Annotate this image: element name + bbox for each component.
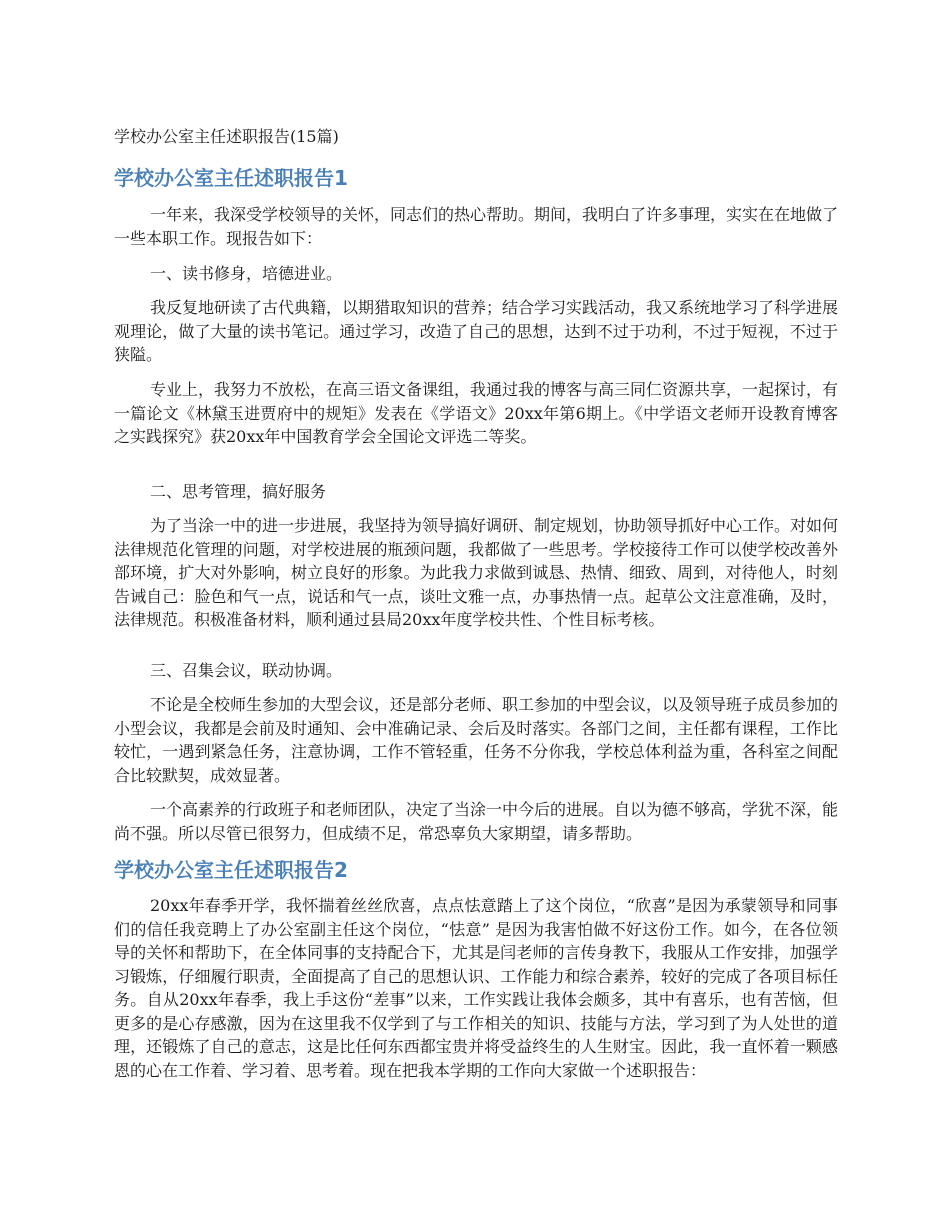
paragraph: 二、思考管理，搞好服务	[150, 482, 327, 501]
section-heading-2: 学校办公室主任述职报告2	[114, 858, 348, 882]
paragraph: 一年来，我深受学校领导的关怀，同志们的热心帮助。期间，我明白了许多事理，实实在在地做了一些本职工作。现报告如下：	[114, 205, 839, 248]
paragraph: 专业上，我努力不放松，在高三语文备课组，我通过我的博客与高三同仁资源共享，一起探讨，有一篇论文《林黛玉进贾府中的规矩》发表在《学语文》20xx年第6期上。《中学语文老师开设教育博客之实践探究》获20xx年中国教育学会全国论文评选二等奖。	[114, 380, 839, 446]
paragraph: 20xx年春季开学，我怀揣着丝丝欣喜，点点怯意踏上了这个岗位，“欣喜”是因为承蒙领导和同事们的信任我竞聘上了办公室副主任这个岗位，“怯意” 是因为我害怕做不好这份工作。如今，在各位领导的关怀和帮助下，在全体同事的支持配合下，尤其是闫老师的言传身教下，我服从工作安排，加强学习锻炼，仔细履行职责，全面提高了自己的思想认识、工作能力和综合素养，较好的完成了各项目标任务。自从20xx年春季，我上手这份“差事”以来，工作实践让我体会颇多，其中有喜乐，也有苦恼，但更多的是心存感激，因为在这里我不仅学到了与工作相关的知识、技能与方法，学习到了为人处世的道理，还锻炼了自己的意志，这是比任何东西都宝贵并将受益终生的人生财宝。因此，我一直怀着一颗感恩的心在工作着、学习着、思考着。现在把我本学期的工作向大家做一个述职报告：	[114, 896, 838, 1080]
paragraph: 一个高素养的行政班子和老师团队，决定了当涂一中今后的进展。自以为德不够高，学犹不深，能尚不强。所以尽管已很努力，但成绩不足，常恐辜负大家期望，请多帮助。	[114, 800, 839, 843]
section-heading-1: 学校办公室主任述职报告1	[114, 166, 348, 190]
paragraph: 为了当涂一中的进一步进展，我坚持为领导搞好调研、制定规划，协助领导抓好中心工作。对如何法律规范化管理的问题，对学校进展的瓶颈问题，我都做了一些思考。学校接待工作可以使学校改善外部环境，扩大对外影响，树立良好的形象。为此我力求做到诚恳、热情、细致、周到，对待他人，时刻告诫自己：脸色和气一点，说话和气一点，谈吐文雅一点，办事热情一点。起草公文注意准确，及时，法律规范。积极准备材料，顺利通过县局20xx年度学校共性、个性目标考核。	[114, 516, 839, 629]
paragraph: 不论是全校师生参加的大型会议，还是部分老师、职工参加的中型会议，以及领导班子成员参加的小型会议，我都是会前及时通知、会中准确记录、会后及时落实。各部门之间，主任都有课程，工作比较忙，一遇到紧急任务，注意协调，工作不管轻重，任务不分你我，学校总体利益为重，各科室之间配合比较默契，成效显著。	[114, 695, 839, 785]
document-title: 学校办公室主任述职报告(15篇)	[114, 127, 339, 146]
paragraph: 一、读书修身，培德进业。	[150, 264, 343, 283]
paragraph: 我反复地研读了古代典籍，以期猎取知识的营养；结合学习实践活动，我又系统地学习了科学进展观理论，做了大量的读书笔记。通过学习，改造了自己的思想，达到不过于功利，不过于短视，不过于狭隘。	[114, 298, 839, 364]
paragraph: 三、召集会议，联动协调。	[150, 661, 343, 680]
